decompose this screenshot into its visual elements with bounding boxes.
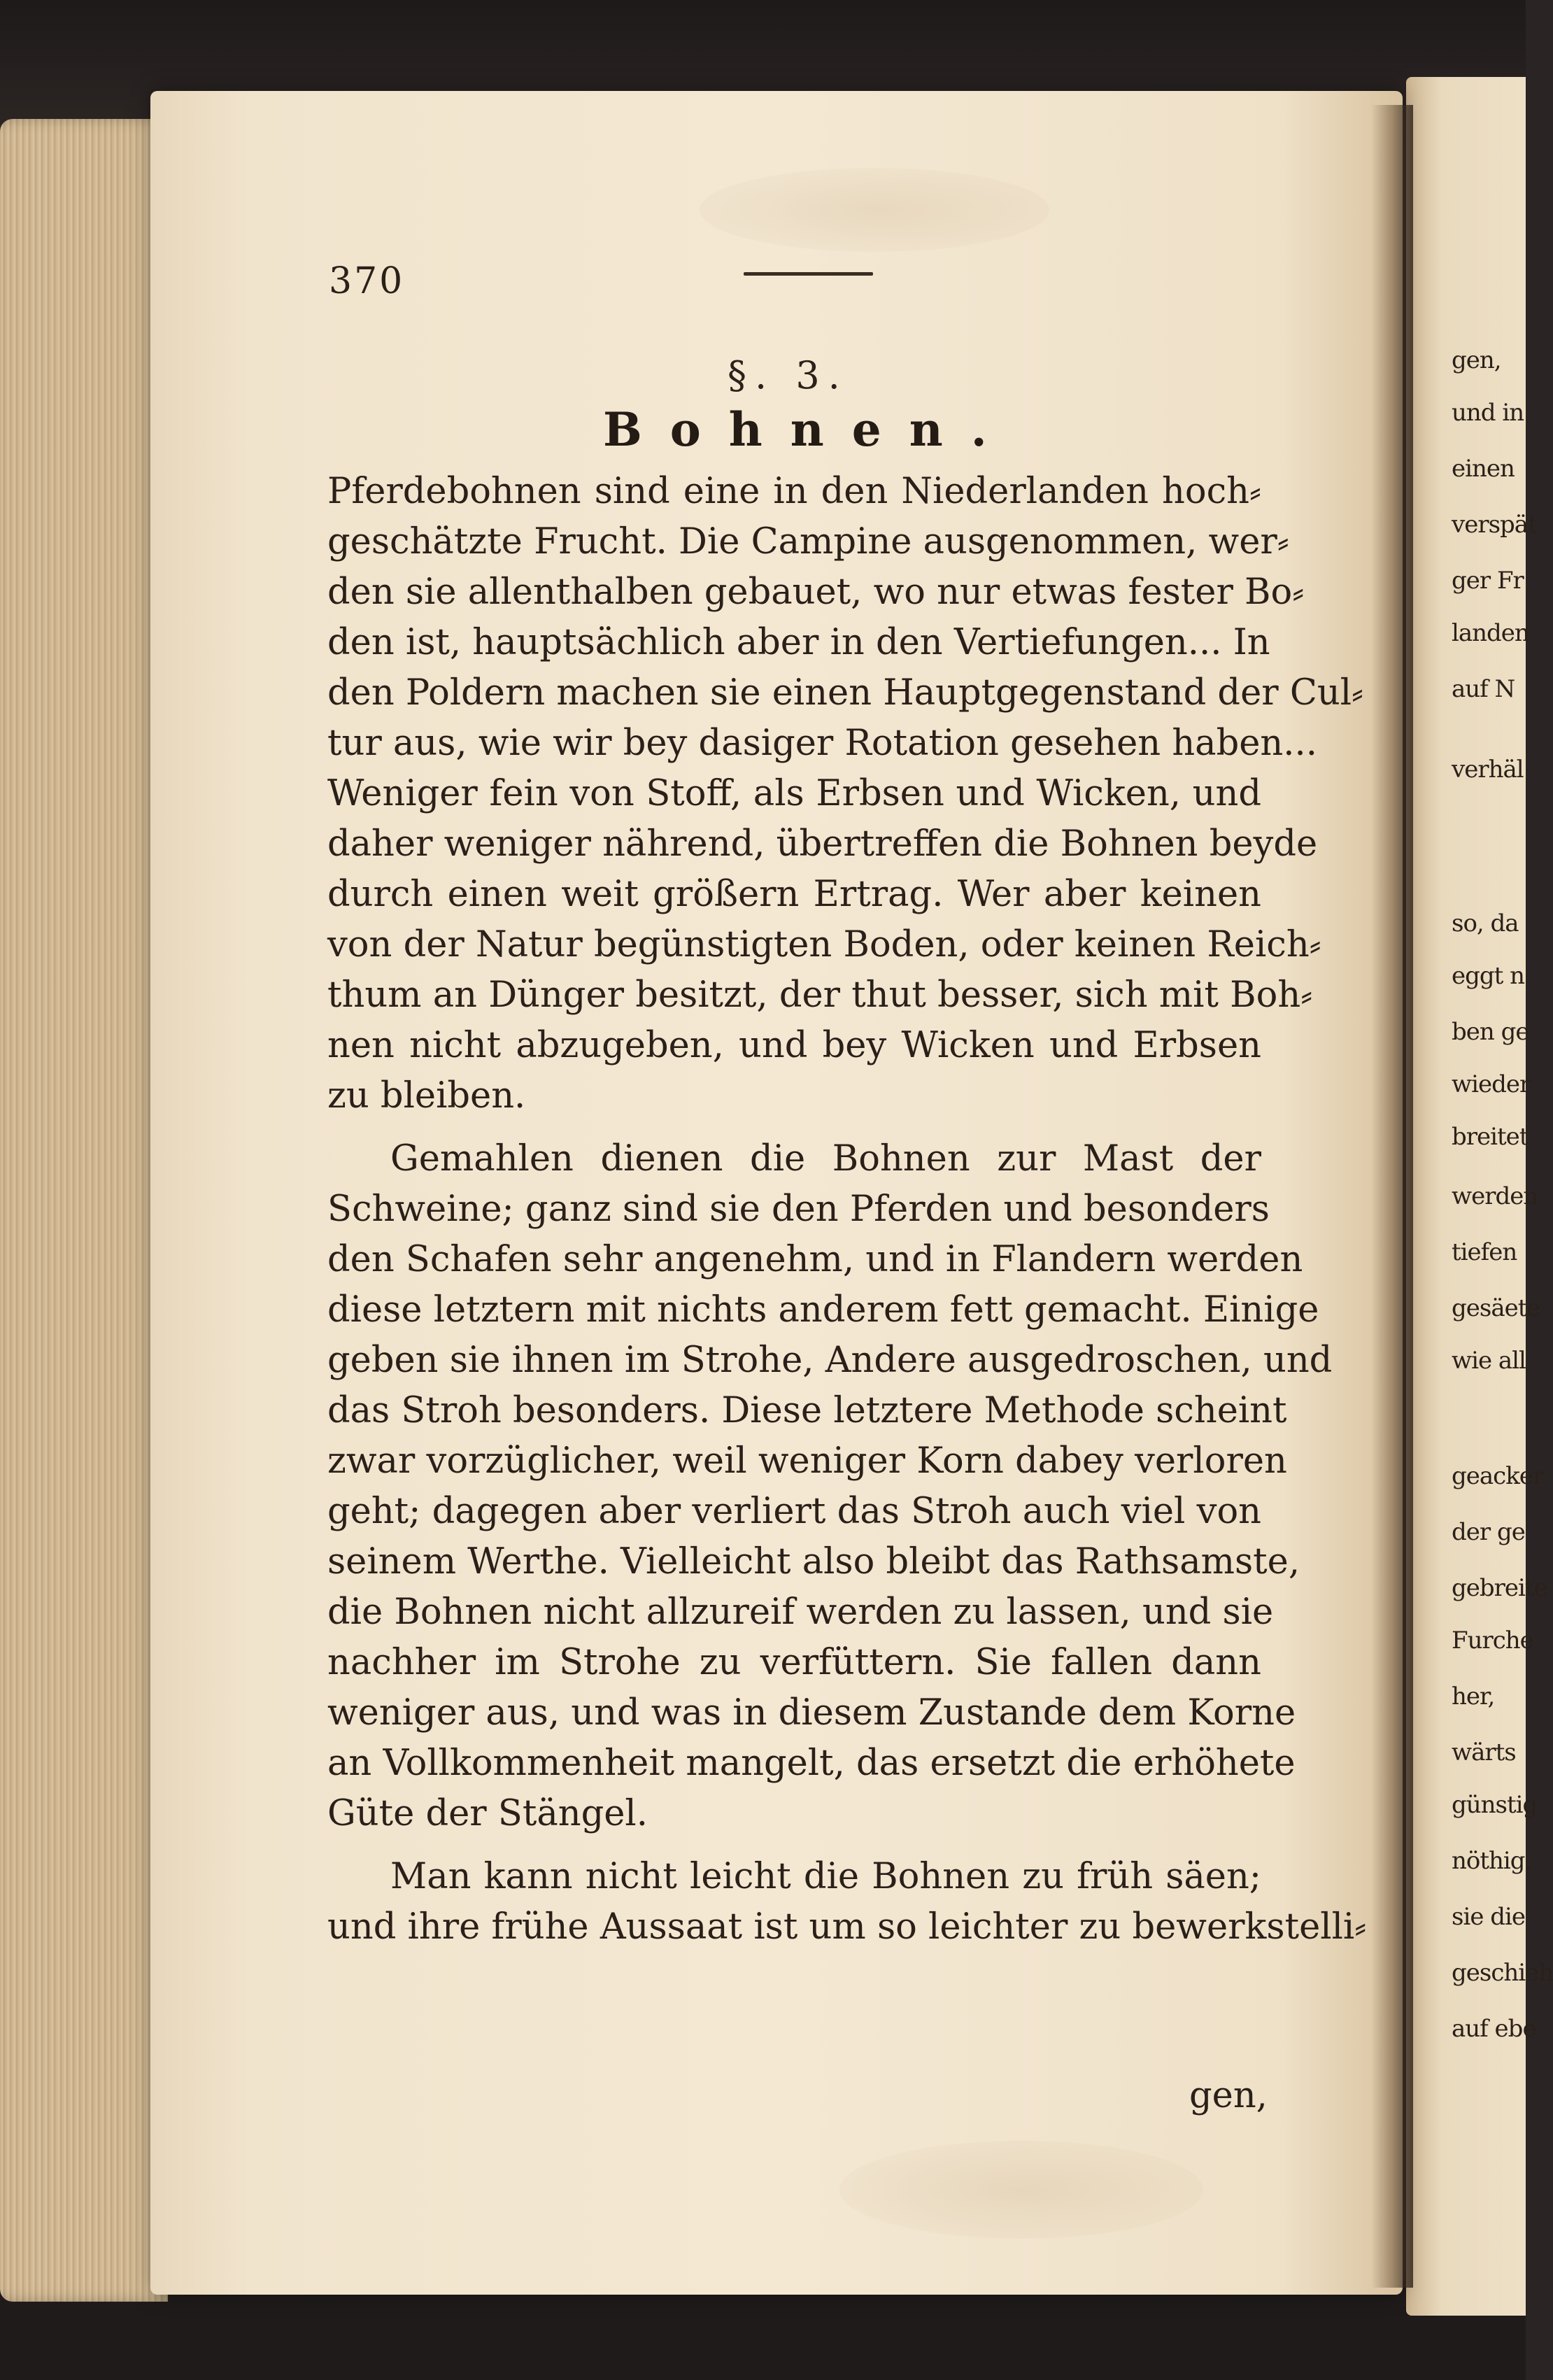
text-line: tur aus, wie wir bey dasiger Rotation gesehen haben... xyxy=(327,723,1317,764)
adjacent-page-fragment: wieder xyxy=(1452,1070,1531,1098)
text-line: und ihre frühe Aussaat ist um so leichter zu bewerkstelli⸗ xyxy=(327,1906,1367,1948)
page-number: 370 xyxy=(329,260,405,302)
paper-stain xyxy=(839,2141,1203,2239)
adjacent-page-fragment: geschieh xyxy=(1452,1959,1553,1987)
text-line: daher weniger nährend, übertreffen die Bohnen beyde xyxy=(327,823,1318,865)
text-line: nen nicht abzugeben, und bey Wicken und Erbsen xyxy=(327,1025,1261,1066)
text-line: seinem Werthe. Vielleicht also bleibt das Rathsamste, xyxy=(327,1541,1300,1582)
text-line: Schweine; ganz sind sie den Pferden und besonders xyxy=(327,1189,1270,1230)
adjacent-page-fragment: wie all xyxy=(1452,1347,1526,1375)
text-line: an Vollkommenheit mangelt, das ersetzt die erhöhete xyxy=(327,1743,1296,1784)
text-line: das Stroh besonders. Diese letztere Methode scheint xyxy=(327,1390,1287,1431)
text-line: zwar vorzüglicher, weil weniger Korn dabey verloren xyxy=(327,1440,1287,1482)
adjacent-page-fragment: eggt n xyxy=(1452,962,1525,990)
adjacent-page-fragment: tiefen xyxy=(1452,1238,1517,1266)
text-line: von der Natur begünstigten Boden, oder keinen Reich⸗ xyxy=(327,924,1321,965)
adjacent-page-fragment: gesäete xyxy=(1452,1294,1540,1322)
catchword: gen, xyxy=(1189,2075,1268,2116)
adjacent-page-fragment: auf ebe xyxy=(1452,2015,1536,2043)
adjacent-page-fragment: günstig xyxy=(1452,1791,1538,1819)
adjacent-page-fragment: werden xyxy=(1452,1182,1538,1210)
paper-stain xyxy=(700,168,1049,252)
adjacent-page-fragment: gen, xyxy=(1452,346,1501,374)
section-title: Bohnen. xyxy=(603,402,1015,457)
adjacent-page-fragment: landen xyxy=(1452,619,1529,647)
text-line: Gemahlen dienen die Bohnen zur Mast der xyxy=(390,1138,1261,1180)
text-line: zu bleiben. xyxy=(327,1075,526,1117)
adjacent-page-fragment: auf N xyxy=(1452,675,1515,703)
adjacent-page-fragment: der ge xyxy=(1452,1518,1525,1546)
text-line: den sie allenthalben gebauet, wo nur etwas fester Bo⸗ xyxy=(327,572,1305,613)
page-block-edges xyxy=(0,119,168,2302)
adjacent-page-fragment: Furche xyxy=(1452,1627,1533,1655)
adjacent-page-fragment: nöthig. xyxy=(1452,1847,1532,1875)
book-gutter-shadow xyxy=(1371,105,1413,2288)
text-line: den Poldern machen sie einen Hauptgegenstand der Cul⸗ xyxy=(327,672,1364,714)
text-line: Pferdebohnen sind eine in den Niederlanden hoch⸗ xyxy=(327,471,1261,512)
adjacent-page-fragment: sie die xyxy=(1452,1903,1526,1931)
text-line: thum an Dünger besitzt, der thut besser, sich mit Boh⸗ xyxy=(327,975,1313,1016)
text-line: den Schafen sehr angenehm, und in Flandern werden xyxy=(327,1239,1303,1280)
text-line: geht; dagegen aber verliert das Stroh auch viel von xyxy=(327,1491,1261,1532)
adjacent-page-fragment: einen xyxy=(1452,455,1515,483)
adjacent-page-fragment: ger Fr xyxy=(1452,567,1524,595)
adjacent-page-fragment: her, xyxy=(1452,1683,1495,1710)
text-line: durch einen weit größern Ertrag. Wer aber keinen xyxy=(327,874,1261,915)
text-line: geben sie ihnen im Strohe, Andere ausgedroschen, und xyxy=(327,1340,1333,1381)
adjacent-page-fragment: geacker xyxy=(1452,1462,1544,1490)
adjacent-page-fragment: und in xyxy=(1452,399,1524,427)
text-line: Weniger fein von Stoff, als Erbsen und Wicken, und xyxy=(327,773,1261,814)
text-line: geschätzte Frucht. Die Campine ausgenommen, wer⸗ xyxy=(327,521,1289,562)
adjacent-page-fragment: so, da xyxy=(1452,909,1519,937)
text-line: Man kann nicht leicht die Bohnen zu früh säen; xyxy=(390,1856,1261,1897)
adjacent-page-fragment: verspät xyxy=(1452,511,1537,539)
adjacent-page-fragment: ben ge xyxy=(1452,1018,1529,1046)
adjacent-page-fragment: wärts xyxy=(1452,1738,1516,1766)
text-line: nachher im Strohe zu verfüttern. Sie fallen dann xyxy=(327,1642,1261,1683)
section-mark: §. 3. xyxy=(728,353,849,397)
dark-backdrop-bottom xyxy=(0,2281,1526,2380)
text-line: diese letztern mit nichts anderem fett gemacht. Einige xyxy=(327,1289,1319,1331)
header-rule xyxy=(744,272,873,276)
adjacent-page-fragment: verhäl xyxy=(1452,756,1524,784)
text-line: weniger aus, und was in diesem Zustande dem Korne xyxy=(327,1692,1296,1734)
adjacent-page-fragment: gebreite xyxy=(1452,1574,1547,1602)
adjacent-page-fragment: breitet xyxy=(1452,1123,1529,1151)
text-line: die Bohnen nicht allzureif werden zu lassen, und sie xyxy=(327,1592,1274,1633)
text-line: den ist, hauptsächlich aber in den Vertiefungen... In xyxy=(327,622,1270,663)
text-line: Güte der Stängel. xyxy=(327,1793,648,1834)
